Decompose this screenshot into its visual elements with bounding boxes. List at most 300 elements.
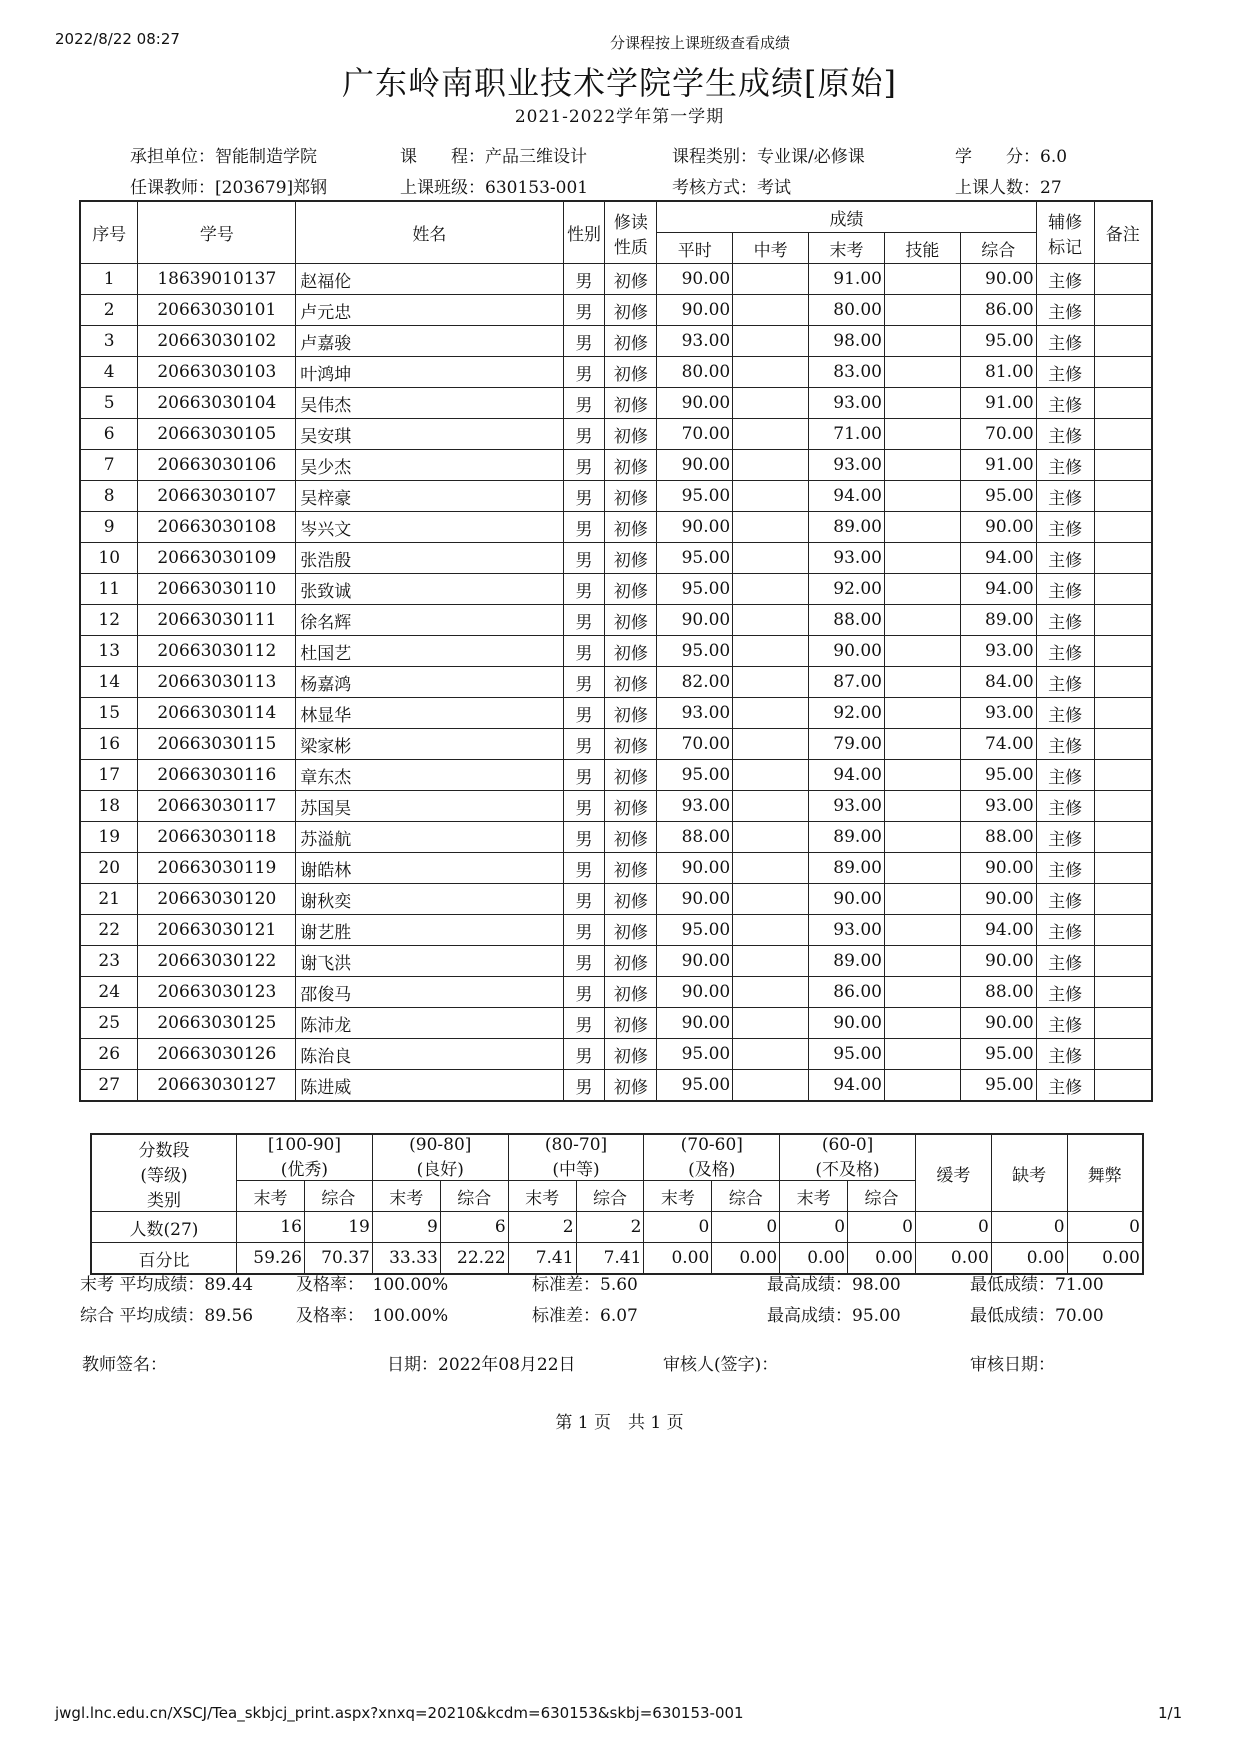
count-cell: 0: [848, 1212, 916, 1243]
cell-student-id: 20663030123: [138, 977, 296, 1008]
cell-remark: [1094, 512, 1152, 543]
count-cell: 9: [372, 1212, 440, 1243]
info-count: 上课人数：27: [955, 178, 1062, 198]
cell-total: 94.00: [960, 543, 1036, 574]
cell-study-type: 初修: [605, 1008, 657, 1039]
cell-midterm: [733, 915, 809, 946]
cell-minor-mark: 主修: [1036, 543, 1094, 574]
cell-study-type: 初修: [605, 512, 657, 543]
cell-name: 岑兴文: [296, 512, 563, 543]
cell-remark: [1094, 915, 1152, 946]
cell-midterm: [733, 822, 809, 853]
cell-study-type: 初修: [605, 791, 657, 822]
cell-usual: 82.00: [657, 667, 733, 698]
percent-cell: 0.00: [644, 1243, 712, 1275]
cell-student-id: 20663030106: [138, 450, 296, 481]
cell-name: 陈治良: [296, 1039, 563, 1070]
cell-remark: [1094, 1070, 1152, 1102]
band-excellent: [100-90] (优秀): [237, 1134, 373, 1181]
cell-final: 80.00: [809, 295, 885, 326]
print-datetime: 2022/8/22 08:27: [55, 30, 180, 48]
cell-student-id: 20663030103: [138, 357, 296, 388]
cell-student-id: 20663030118: [138, 822, 296, 853]
sub-final: 末考: [237, 1181, 305, 1212]
cell-study-type: 初修: [605, 636, 657, 667]
cell-total: 90.00: [960, 884, 1036, 915]
cell-name: 赵福伦: [296, 264, 563, 295]
cell-usual: 93.00: [657, 698, 733, 729]
cell-total: 95.00: [960, 760, 1036, 791]
cell-midterm: [733, 1008, 809, 1039]
cell-usual: 93.00: [657, 326, 733, 357]
info-teacher: 任课教师：[203679]郑钢: [130, 178, 328, 198]
cell-name: 杜国艺: [296, 636, 563, 667]
stats-corner: 分数段 (等级) 类别: [91, 1134, 237, 1212]
count-cell: 0: [915, 1212, 991, 1243]
cell-name: 陈沛龙: [296, 1008, 563, 1039]
cell-study-type: 初修: [605, 1070, 657, 1102]
count-label: 人数(27): [91, 1212, 237, 1243]
cell-seq: 1: [80, 264, 138, 295]
page-number: 第 1 页 共 1 页: [555, 1413, 684, 1433]
cell-seq: 24: [80, 977, 138, 1008]
cell-name: 林显华: [296, 698, 563, 729]
cell-skill: [884, 822, 960, 853]
teacher-signature: 教师签名：: [82, 1355, 167, 1375]
cell-seq: 5: [80, 388, 138, 419]
cell-seq: 20: [80, 853, 138, 884]
cell-remark: [1094, 264, 1152, 295]
cell-student-id: 20663030120: [138, 884, 296, 915]
cell-minor-mark: 主修: [1036, 264, 1094, 295]
cell-final: 89.00: [809, 822, 885, 853]
cell-minor-mark: 主修: [1036, 512, 1094, 543]
cell-usual: 95.00: [657, 1070, 733, 1102]
final-min: 最低成绩：71.00: [970, 1275, 1104, 1295]
cell-gender: 男: [563, 605, 605, 636]
cell-student-id: 20663030108: [138, 512, 296, 543]
cell-usual: 95.00: [657, 574, 733, 605]
cell-gender: 男: [563, 543, 605, 574]
cell-name: 谢飞洪: [296, 946, 563, 977]
cell-student-id: 20663030126: [138, 1039, 296, 1070]
cell-study-type: 初修: [605, 543, 657, 574]
table-row: [80, 915, 1152, 946]
cell-skill: [884, 605, 960, 636]
cell-total: 86.00: [960, 295, 1036, 326]
cell-minor-mark: 主修: [1036, 698, 1094, 729]
table-row: [80, 977, 1152, 1008]
band-medium: (80-70] (中等): [508, 1134, 644, 1181]
cell-minor-mark: 主修: [1036, 326, 1094, 357]
percent-label: 百分比: [91, 1243, 237, 1275]
cell-total: 95.00: [960, 1070, 1036, 1102]
cell-study-type: 初修: [605, 450, 657, 481]
cell-remark: [1094, 636, 1152, 667]
cell-midterm: [733, 264, 809, 295]
cell-final: 94.00: [809, 760, 885, 791]
cell-remark: [1094, 357, 1152, 388]
cell-midterm: [733, 512, 809, 543]
cell-gender: 男: [563, 1008, 605, 1039]
cell-seq: 21: [80, 884, 138, 915]
cell-study-type: 初修: [605, 574, 657, 605]
cell-final: 94.00: [809, 1070, 885, 1102]
count-cell: 0: [644, 1212, 712, 1243]
cell-total: 88.00: [960, 822, 1036, 853]
grades-table: [79, 200, 1153, 1102]
percent-cell: 33.33: [372, 1243, 440, 1275]
cell-name: 卢元忠: [296, 295, 563, 326]
cell-gender: 男: [563, 574, 605, 605]
count-cell: 0: [780, 1212, 848, 1243]
cell-minor-mark: 主修: [1036, 977, 1094, 1008]
cell-midterm: [733, 605, 809, 636]
cell-study-type: 初修: [605, 822, 657, 853]
cell-seq: 23: [80, 946, 138, 977]
cell-seq: 17: [80, 760, 138, 791]
header-absent: 缺考: [991, 1134, 1067, 1212]
cell-gender: 男: [563, 977, 605, 1008]
cell-skill: [884, 667, 960, 698]
band-pass: (70-60] (及格): [644, 1134, 780, 1181]
cell-midterm: [733, 357, 809, 388]
count-cell: 19: [304, 1212, 372, 1243]
info-unit: 承担单位：智能制造学院: [130, 147, 317, 167]
cell-midterm: [733, 884, 809, 915]
cell-minor-mark: 主修: [1036, 853, 1094, 884]
cell-minor-mark: 主修: [1036, 481, 1094, 512]
count-cell: 16: [237, 1212, 305, 1243]
cell-usual: 80.00: [657, 357, 733, 388]
cell-student-id: 20663030127: [138, 1070, 296, 1102]
sub-total: 综合: [304, 1181, 372, 1212]
cell-skill: [884, 1039, 960, 1070]
cell-usual: 90.00: [657, 450, 733, 481]
cell-minor-mark: 主修: [1036, 791, 1094, 822]
cell-final: 91.00: [809, 264, 885, 295]
table-row: [80, 698, 1152, 729]
cell-name: 苏国昊: [296, 791, 563, 822]
header-usual: 平时: [657, 233, 733, 264]
cell-remark: [1094, 946, 1152, 977]
cell-student-id: 20663030116: [138, 760, 296, 791]
cell-gender: 男: [563, 884, 605, 915]
cell-remark: [1094, 295, 1152, 326]
cell-total: 74.00: [960, 729, 1036, 760]
header-deferred: 缓考: [915, 1134, 991, 1212]
cell-study-type: 初修: [605, 853, 657, 884]
cell-skill: [884, 326, 960, 357]
cell-midterm: [733, 1070, 809, 1102]
cell-seq: 25: [80, 1008, 138, 1039]
cell-name: 章东杰: [296, 760, 563, 791]
cell-remark: [1094, 605, 1152, 636]
cell-total: 90.00: [960, 512, 1036, 543]
total-max: 最高成绩：95.00: [767, 1306, 901, 1326]
cell-seq: 8: [80, 481, 138, 512]
cell-final: 90.00: [809, 884, 885, 915]
cell-midterm: [733, 946, 809, 977]
cell-student-id: 20663030122: [138, 946, 296, 977]
cell-skill: [884, 357, 960, 388]
sub-total: 综合: [848, 1181, 916, 1212]
cell-gender: 男: [563, 481, 605, 512]
cell-remark: [1094, 1039, 1152, 1070]
cell-remark: [1094, 977, 1152, 1008]
cell-total: 90.00: [960, 264, 1036, 295]
count-cell: 2: [576, 1212, 644, 1243]
cell-final: 86.00: [809, 977, 885, 1008]
cell-final: 93.00: [809, 543, 885, 574]
cell-seq: 7: [80, 450, 138, 481]
cell-remark: [1094, 543, 1152, 574]
cell-gender: 男: [563, 388, 605, 419]
cell-seq: 4: [80, 357, 138, 388]
cell-final: 94.00: [809, 481, 885, 512]
cell-name: 吴伟杰: [296, 388, 563, 419]
cell-midterm: [733, 853, 809, 884]
cell-gender: 男: [563, 946, 605, 977]
cell-remark: [1094, 574, 1152, 605]
cell-usual: 90.00: [657, 853, 733, 884]
cell-skill: [884, 450, 960, 481]
table-row: [80, 822, 1152, 853]
percent-cell: 0.00: [848, 1243, 916, 1275]
cell-usual: 95.00: [657, 760, 733, 791]
cell-minor-mark: 主修: [1036, 1070, 1094, 1102]
cell-study-type: 初修: [605, 357, 657, 388]
cell-seq: 15: [80, 698, 138, 729]
cell-usual: 90.00: [657, 605, 733, 636]
cell-gender: 男: [563, 791, 605, 822]
count-cell: 2: [508, 1212, 576, 1243]
cell-seq: 12: [80, 605, 138, 636]
cell-minor-mark: 主修: [1036, 884, 1094, 915]
cell-name: 陈进威: [296, 1070, 563, 1102]
cell-skill: [884, 636, 960, 667]
cell-usual: 90.00: [657, 977, 733, 1008]
cell-final: 93.00: [809, 450, 885, 481]
table-row: [80, 1039, 1152, 1070]
cell-student-id: 20663030102: [138, 326, 296, 357]
cell-midterm: [733, 543, 809, 574]
cell-final: 79.00: [809, 729, 885, 760]
cell-study-type: 初修: [605, 667, 657, 698]
cell-student-id: 20663030104: [138, 388, 296, 419]
cell-minor-mark: 主修: [1036, 419, 1094, 450]
cell-midterm: [733, 1039, 809, 1070]
cell-usual: 90.00: [657, 295, 733, 326]
cell-gender: 男: [563, 698, 605, 729]
cell-total: 94.00: [960, 574, 1036, 605]
cell-name: 吴梓豪: [296, 481, 563, 512]
table-row: [80, 388, 1152, 419]
cell-seq: 2: [80, 295, 138, 326]
cell-final: 93.00: [809, 791, 885, 822]
cell-student-id: 20663030110: [138, 574, 296, 605]
cell-gender: 男: [563, 357, 605, 388]
cell-final: 89.00: [809, 853, 885, 884]
header-total: 综合: [960, 233, 1036, 264]
footer-url[interactable]: jwgl.lnc.edu.cn/XSCJ/Tea_skbjcj_print.aspx?xnxq=20210&kcdm=630153&skbj=630153-001: [55, 1704, 744, 1722]
cell-student-id: 18639010137: [138, 264, 296, 295]
cell-student-id: 20663030114: [138, 698, 296, 729]
cell-name: 杨嘉鸿: [296, 667, 563, 698]
percent-cell: 70.37: [304, 1243, 372, 1275]
info-exam-mode: 考核方式：考试: [672, 178, 791, 198]
total-std: 标准差：6.07: [532, 1306, 638, 1326]
header-score: 成绩: [657, 201, 1036, 233]
cell-skill: [884, 946, 960, 977]
cell-midterm: [733, 698, 809, 729]
table-row: [80, 326, 1152, 357]
cell-total: 90.00: [960, 853, 1036, 884]
review-date: 审核日期：: [970, 1355, 1055, 1375]
table-row: [80, 636, 1152, 667]
table-row: [80, 574, 1152, 605]
percent-cell: 7.41: [576, 1243, 644, 1275]
cell-remark: [1094, 326, 1152, 357]
header-midterm: 中考: [733, 233, 809, 264]
cell-student-id: 20663030107: [138, 481, 296, 512]
cell-midterm: [733, 326, 809, 357]
cell-midterm: [733, 760, 809, 791]
cell-total: 91.00: [960, 388, 1036, 419]
count-cell: 6: [440, 1212, 508, 1243]
sub-final: 末考: [644, 1181, 712, 1212]
cell-usual: 93.00: [657, 791, 733, 822]
cell-name: 吴安琪: [296, 419, 563, 450]
header-final: 末考: [809, 233, 885, 264]
cell-student-id: 20663030111: [138, 605, 296, 636]
cell-seq: 11: [80, 574, 138, 605]
sub-total: 综合: [440, 1181, 508, 1212]
cell-gender: 男: [563, 1070, 605, 1102]
cell-name: 邵俊马: [296, 977, 563, 1008]
cell-seq: 16: [80, 729, 138, 760]
cell-skill: [884, 574, 960, 605]
percent-cell: 0.00: [712, 1243, 780, 1275]
percent-cell: 0.00: [1067, 1243, 1143, 1275]
cell-study-type: 初修: [605, 729, 657, 760]
table-row: [80, 450, 1152, 481]
cell-total: 93.00: [960, 636, 1036, 667]
cell-name: 叶鸿坤: [296, 357, 563, 388]
total-pass-rate: 及格率： 100.00%: [296, 1306, 449, 1326]
cell-midterm: [733, 791, 809, 822]
cell-total: 81.00: [960, 357, 1036, 388]
cell-seq: 18: [80, 791, 138, 822]
cell-total: 70.00: [960, 419, 1036, 450]
cell-seq: 6: [80, 419, 138, 450]
cell-final: 71.00: [809, 419, 885, 450]
cell-skill: [884, 1008, 960, 1039]
cell-usual: 90.00: [657, 388, 733, 419]
cell-midterm: [733, 667, 809, 698]
cell-minor-mark: 主修: [1036, 388, 1094, 419]
cell-remark: [1094, 791, 1152, 822]
cell-name: 梁家彬: [296, 729, 563, 760]
header-student-id: 学号: [138, 201, 296, 264]
cell-remark: [1094, 481, 1152, 512]
cell-seq: 10: [80, 543, 138, 574]
cell-remark: [1094, 760, 1152, 791]
cell-study-type: 初修: [605, 295, 657, 326]
header-name: 姓名: [296, 201, 563, 264]
percent-cell: 7.41: [508, 1243, 576, 1275]
info-course-type: 课程类别：专业课/必修课: [672, 147, 865, 167]
total-average: 综合 平均成绩：89.56: [80, 1306, 254, 1326]
info-credit: 学 分：6.0: [955, 147, 1068, 167]
band-fail: (60-0] (不及格): [780, 1134, 916, 1181]
cell-seq: 27: [80, 1070, 138, 1102]
cell-final: 93.00: [809, 388, 885, 419]
sub-final: 末考: [372, 1181, 440, 1212]
cell-name: 卢嘉骏: [296, 326, 563, 357]
semester: 2021-2022学年第一学期: [514, 107, 725, 127]
cell-student-id: 20663030101: [138, 295, 296, 326]
cell-usual: 90.00: [657, 884, 733, 915]
cell-student-id: 20663030113: [138, 667, 296, 698]
cell-student-id: 20663030121: [138, 915, 296, 946]
cell-name: 张浩殷: [296, 543, 563, 574]
header-remark: 备注: [1094, 201, 1152, 264]
header-skill: 技能: [884, 233, 960, 264]
cell-final: 90.00: [809, 1008, 885, 1039]
cell-remark: [1094, 1008, 1152, 1039]
cell-midterm: [733, 977, 809, 1008]
cell-midterm: [733, 481, 809, 512]
cell-gender: 男: [563, 822, 605, 853]
cell-usual: 88.00: [657, 822, 733, 853]
cell-total: 84.00: [960, 667, 1036, 698]
table-row: [80, 853, 1152, 884]
cell-minor-mark: 主修: [1036, 1039, 1094, 1070]
cell-final: 90.00: [809, 636, 885, 667]
cell-skill: [884, 543, 960, 574]
footer-page: 1/1: [1158, 1704, 1183, 1722]
cell-total: 90.00: [960, 946, 1036, 977]
cell-gender: 男: [563, 667, 605, 698]
table-row: [80, 264, 1152, 295]
cell-study-type: 初修: [605, 605, 657, 636]
cell-midterm: [733, 295, 809, 326]
cell-total: 90.00: [960, 1008, 1036, 1039]
cell-usual: 70.00: [657, 729, 733, 760]
cell-name: 谢艺胜: [296, 915, 563, 946]
cell-total: 91.00: [960, 450, 1036, 481]
cell-final: 89.00: [809, 512, 885, 543]
cell-gender: 男: [563, 729, 605, 760]
cell-remark: [1094, 853, 1152, 884]
cell-usual: 90.00: [657, 946, 733, 977]
cell-student-id: 20663030112: [138, 636, 296, 667]
cell-minor-mark: 主修: [1036, 915, 1094, 946]
info-class: 上课班级：630153-001: [400, 178, 589, 198]
cell-name: 谢秋奕: [296, 884, 563, 915]
cell-skill: [884, 853, 960, 884]
final-std: 标准差：5.60: [532, 1275, 638, 1295]
cell-final: 88.00: [809, 605, 885, 636]
cell-remark: [1094, 822, 1152, 853]
cell-study-type: 初修: [605, 1039, 657, 1070]
cell-skill: [884, 264, 960, 295]
count-cell: 0: [1067, 1212, 1143, 1243]
cell-student-id: 20663030119: [138, 853, 296, 884]
header-cheating: 舞弊: [1067, 1134, 1143, 1212]
cell-remark: [1094, 419, 1152, 450]
